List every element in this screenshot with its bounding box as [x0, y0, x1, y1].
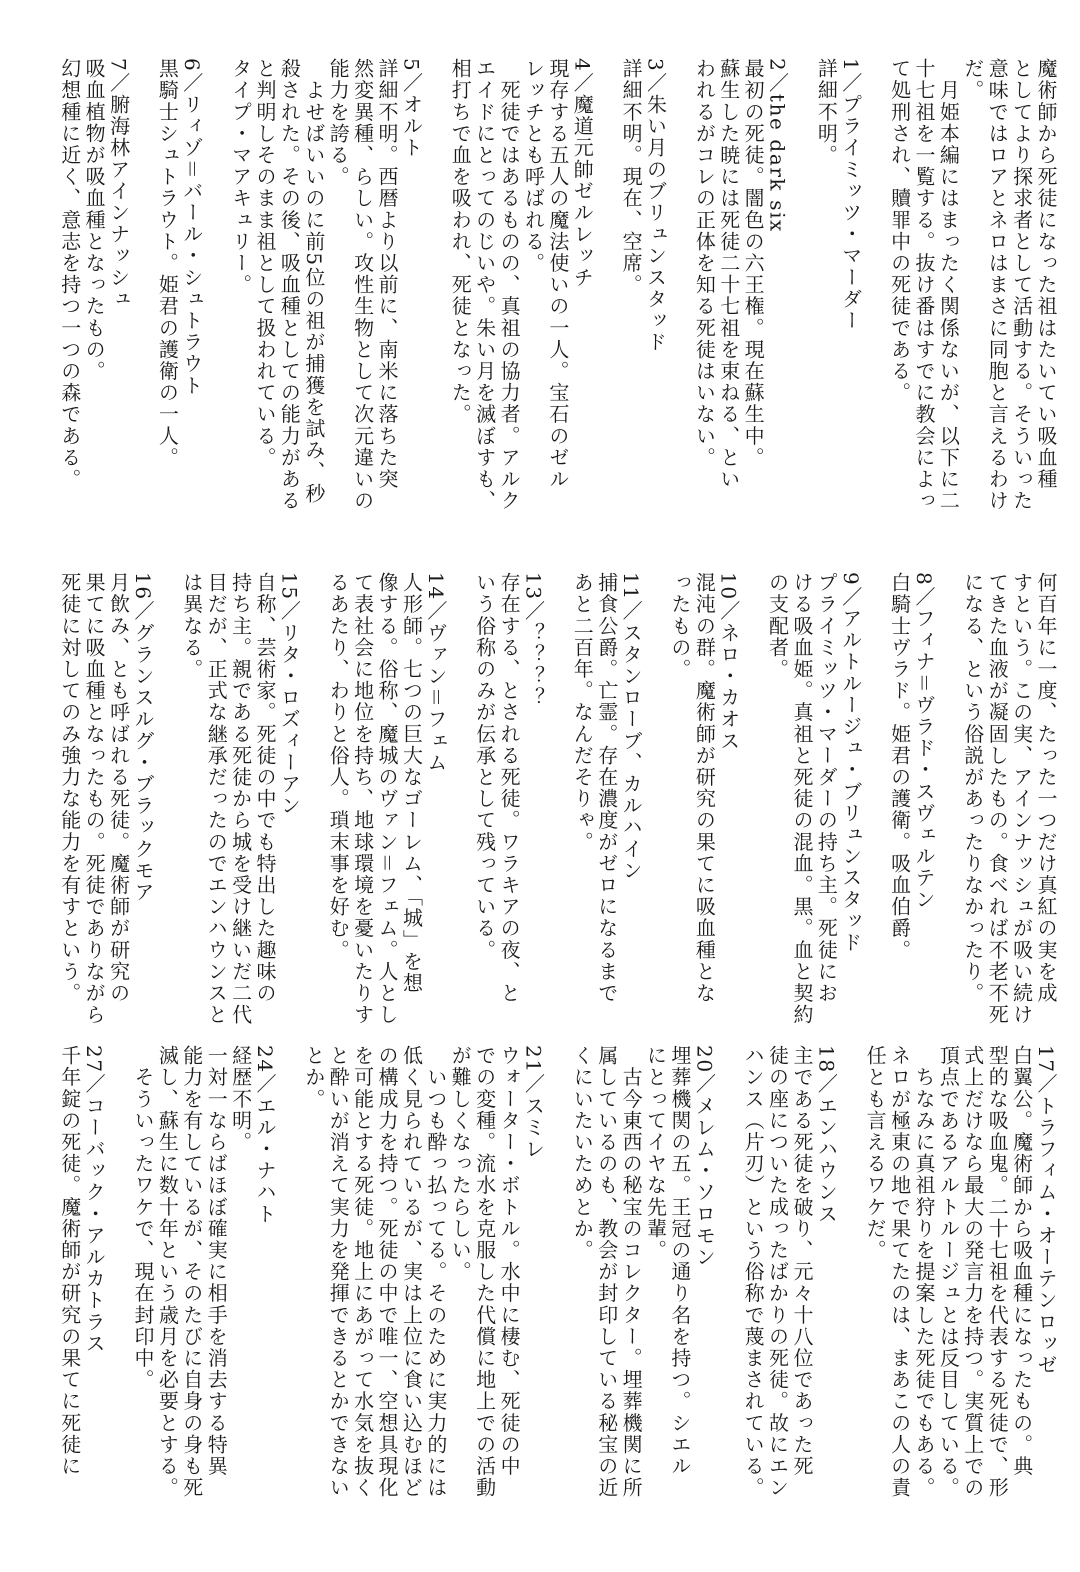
text-line: プライミッツ・マーダーの持ち主。死徒にお — [814, 572, 839, 1004]
entry-heading: 11／スタンローブ、カルハイン — [619, 572, 644, 882]
entry-heading: 13／？？？？ — [521, 572, 546, 709]
text-line: 蘇生した暁には死徒二十七祖を束ねる、とい — [716, 58, 741, 490]
text-line: 白騎士ヴラド。姫君の護衛。吸血伯爵。 — [887, 572, 912, 961]
text-line: だ。 — [960, 58, 985, 102]
paragraph-gap — [545, 1045, 569, 1495]
text-line: て表社会に地位を持ち、地球環境を憂いたりす — [350, 572, 375, 1026]
text-line: 捕食公爵。亡霊。存在濃度がゼロになるまで — [594, 572, 619, 1004]
text-line: 黒騎士シュトラウト。姫君の護衛の一人。 — [155, 58, 180, 469]
text-line: いつも酔っ払ってる。そのために実力的には — [423, 1045, 448, 1499]
paragraph-gap — [131, 58, 155, 528]
text-line: ちなみに真祖狩りを提案した死徒でもある。 — [911, 1045, 936, 1499]
paragraph-gap — [301, 572, 325, 1012]
text-line: あと二百年。なんだそりゃ。 — [570, 572, 595, 853]
entry-heading: 18／エンハウンス — [814, 1045, 839, 1225]
paragraph-gap — [790, 58, 814, 528]
text-line: 詳細不明。 — [814, 58, 839, 166]
entry-heading: 16／グランスルグ・ブラックモア — [130, 572, 155, 904]
text-line: われるがコレの正体を知る死徒はいない。 — [692, 58, 717, 469]
paragraph-gap — [668, 58, 692, 528]
text-line: になる、という俗説があったりなかったり。 — [960, 572, 985, 1004]
text-line: タイプ・マアキュリー。 — [228, 58, 253, 296]
entry-heading: 1／プライミッツ・マーダー — [838, 58, 863, 332]
paragraph-gap — [716, 1045, 740, 1495]
entry-heading: 27／コーバック・アルカトラス — [82, 1045, 107, 1355]
text-line: 一対一ならばほぼ確実に相手を消去する特異 — [204, 1045, 229, 1477]
entry-heading: 10／ネロ・カオス — [716, 572, 741, 752]
text-line: を可能とする死徒。地上にあがって水気を抜く — [350, 1045, 375, 1499]
text-line: 持ち主。親である死徒から城を受け継いだ二代 — [228, 572, 253, 1026]
text-line: 低く見られているが、実は上位に食い込むほど — [399, 1045, 424, 1499]
text-line: 型的な吸血鬼。二十七祖を代表する死徒で、形 — [985, 1045, 1010, 1499]
text-line: 然変異種、らしい。攻性生物として次元違いの — [350, 58, 375, 512]
text-line: 目だが、正式な継承だったのでエンハウンスと — [204, 572, 229, 1026]
paragraph-gap — [643, 572, 667, 1012]
paragraph-gap — [277, 1045, 301, 1495]
text-line: 白翼公。魔術師から吸血種になったもの。典 — [1009, 1045, 1034, 1477]
text-line: 最初の死徒。闇色の六王権。現在蘇生中。 — [741, 58, 766, 469]
text-line: 何百年に一度、たった一つだけ真紅の実を成 — [1034, 572, 1058, 1004]
paragraph-gap — [545, 572, 569, 1012]
text-line: 月飲み、とも呼ばれる死徒。魔術師が研究の — [106, 572, 131, 1004]
text-line: 任とも言えるワケだ。 — [863, 1045, 888, 1261]
entry-heading: 20／メレム・ソロモン — [692, 1045, 717, 1269]
text-line: 吸血植物が吸血種となったもの。 — [82, 58, 107, 382]
text-line: 魔術師から死徒になった祖はたいてい吸血種 — [1034, 58, 1058, 490]
text-line: ける吸血姫。真祖と死徒の混血。黒。血と契約 — [789, 572, 814, 1026]
text-line: ハンス（片刃）という俗称で蔑まされている。 — [741, 1045, 766, 1499]
text-line: 属しているのも、教会が封印している秘宝の近 — [594, 1045, 619, 1499]
text-block-top — [57, 58, 1058, 528]
text-line: 死徒に対してのみ強力な能力を有すという。 — [57, 572, 82, 1004]
text-line: 主である死徒を破り、元々十八位であった死 — [789, 1045, 814, 1477]
entry-heading: 4／魔道元帥ゼルレッチ — [570, 58, 595, 289]
text-line: は異なる。 — [179, 572, 204, 680]
text-line: 経歴不明。 — [228, 1045, 253, 1153]
entry-heading: 3／朱い月のブリュンスタッド — [643, 58, 668, 354]
text-line: 人形師。七つの巨大なゴーレム、「城」を想 — [399, 572, 424, 994]
text-line: 古今東西の秘宝のコレクター。埋葬機関に所 — [619, 1045, 644, 1499]
paragraph-gap — [448, 572, 472, 1012]
text-line: 十七祖を一覧する。抜け番はすでに教会によっ — [911, 58, 936, 512]
entry-heading: 9／アルトルージュ・ブリュンスタッド — [838, 572, 863, 954]
text-line: レッチとも呼ばれる。 — [521, 58, 546, 274]
text-line: ウォーター・ボトル。水中に棲む、死徒の中 — [497, 1045, 522, 1477]
text-line: での変種。流水を克服した代償に地上での活動 — [472, 1045, 497, 1499]
paragraph-gap — [423, 58, 447, 528]
text-line: 意味ではロアとネロはまさに同胞と言えるわけ — [985, 58, 1010, 512]
paragraph-gap — [863, 58, 887, 528]
text-line: と酔いが消えて実力を発揮できるとかできない — [326, 1045, 351, 1499]
paragraph-gap — [741, 572, 765, 1012]
entry-heading: 6／リィゾ＝バール・シュトラウト — [179, 58, 204, 397]
text-line: 死徒ではあるものの、真祖の協力者。アルク — [497, 58, 522, 512]
text-line: 果てに吸血種となったもの。死徒でありながら — [82, 572, 107, 1026]
entry-heading: 5／オルト — [399, 58, 424, 159]
entry-heading: 21／スミレ — [521, 1045, 546, 1161]
text-line: 徒の座についた成ったばかりの死徒。故にエン — [765, 1045, 790, 1499]
text-line: エイドにとってのじいや。朱い月を滅ぼすも、 — [472, 58, 497, 512]
text-line: 詳細不明。現在、空席。 — [619, 58, 644, 296]
text-block-middle — [57, 572, 1058, 1026]
text-line: の構成力を持つ。死徒の中で唯一、空想具現化 — [375, 1045, 400, 1499]
text-line: いう俗称のみが伝承として残っている。 — [472, 572, 497, 961]
text-line: 式上だけなら最大の発言力を持つ。実質上での — [960, 1045, 985, 1499]
text-line: とか。 — [301, 1045, 326, 1110]
text-line: よせばいいのに前5位の祖が捕獲を試み、秒 — [301, 58, 326, 505]
text-line: にとってイヤな先輩。 — [643, 1045, 668, 1261]
entry-heading: 8／フィナ＝ヴラド・スヴェルテン — [911, 572, 936, 911]
text-line: の支配者。 — [765, 572, 790, 680]
text-line: るあたり、わりと俗人。瑣末事を好む。 — [326, 572, 351, 961]
entry-heading: 24／エル・ナハト — [253, 1045, 277, 1225]
paragraph-gap — [594, 58, 618, 528]
text-line: が難しくなったらしい。 — [448, 1045, 473, 1283]
text-line: 千年錠の死徒。魔術師が研究の果てに死徒に — [57, 1045, 82, 1477]
text-line: 滅し、蘇生に数十年という歳月を必要とする。 — [155, 1045, 180, 1499]
paragraph-gap — [936, 572, 960, 1012]
text-line: 混沌の群。魔術師が研究の果てに吸血種とな — [692, 572, 717, 1004]
paragraph-gap — [838, 1045, 862, 1495]
text-block-bottom — [57, 1045, 1058, 1499]
text-line: 幻想種に近く、意志を持つ一つの森である。 — [57, 58, 82, 490]
text-line: としてより探求者として活動する。そういった — [1009, 58, 1034, 512]
entry-heading: 7／腑海林アインナッシュ — [106, 58, 131, 310]
entry-heading: 17／トラフィム・オーテンロッゼ — [1034, 1045, 1058, 1377]
paragraph-gap — [155, 572, 179, 1012]
entry-heading: 14／ヴァン＝フェム — [423, 572, 448, 774]
text-line: 月姫本編にはまったく関係ないが、以下に二 — [936, 58, 961, 512]
text-line: 殺された。その後、吸血種としての能力がある — [277, 58, 302, 512]
text-line: すという。この実、アインナッシュが吸い続け — [1009, 572, 1034, 1026]
paragraph-gap — [106, 1045, 130, 1495]
entry-heading: 2／the dark six — [765, 58, 790, 233]
text-line: 相打ちで血を吸われ、死徒となった。 — [448, 58, 473, 426]
text-line: 能力を有しているが、そのたびに自身の身も死 — [179, 1045, 204, 1499]
paragraph-gap — [863, 572, 887, 1012]
text-line: 自称、芸術家。死徒の中でも特出した趣味の — [253, 572, 277, 1004]
entry-heading: 15／リタ・ロズィーアン — [277, 572, 302, 817]
text-line: ったもの。 — [667, 572, 692, 680]
text-line: 像する。俗称、魔城のヴァン＝フェム。人とし — [375, 572, 400, 1026]
text-line: そういったワケで、現在封印中。 — [130, 1045, 155, 1391]
text-line: 存在する、とされる死徒。ワラキアの夜、と — [497, 572, 522, 1004]
text-line: 埋葬機関の五。王冠の通り名を持つ。シエル — [667, 1045, 692, 1477]
text-line: 詳細不明。西暦より以前に、南米に落ちた突 — [375, 58, 400, 490]
text-line: 能力を誇る。 — [326, 58, 351, 188]
text-line: ネロが極東の地で果てたのは、まあこの人の責 — [887, 1045, 912, 1499]
text-line: くにいたいためとか。 — [570, 1045, 595, 1261]
text-line: 頂点であるアルトルージュとは反目している。 — [936, 1045, 961, 1499]
paragraph-gap — [204, 58, 228, 528]
text-line: と判明しそのまま祖として扱われている。 — [253, 58, 277, 469]
text-line: てきた血液が凝固したもの。食べれば不老不死 — [985, 572, 1010, 1026]
text-line: 現存する五人の魔法使いの一人。宝石のゼル — [545, 58, 570, 490]
text-line: て処刑され、贖罪中の死徒である。 — [887, 58, 912, 404]
